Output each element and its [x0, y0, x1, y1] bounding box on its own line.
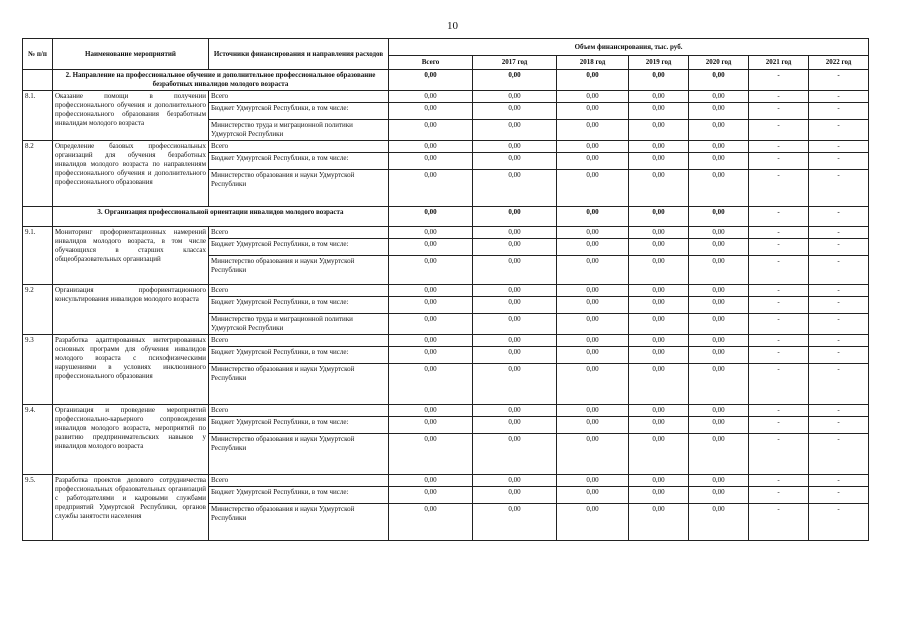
amount-cell: 0,00 — [557, 141, 629, 153]
amount-cell: - — [749, 364, 809, 405]
funding-source: Министерство труда и миграционной политики Удмуртской Республики — [209, 120, 389, 141]
amount-cell: 0,00 — [473, 91, 557, 103]
amount-cell: 0,00 — [689, 347, 749, 364]
amount-cell: 0,00 — [389, 405, 473, 417]
amount-cell: - — [809, 487, 869, 504]
amount-cell: 0,00 — [629, 297, 689, 314]
amount-cell: 0,00 — [629, 487, 689, 504]
amount-cell: 0,00 — [629, 141, 689, 153]
funding-source: Бюджет Удмуртской Республики, в том числе: — [209, 417, 389, 434]
amount-cell: 0,00 — [557, 285, 629, 297]
amount-cell: 0,00 — [557, 120, 629, 141]
item-num: 9.4. — [23, 405, 53, 475]
amount-cell: 0,00 — [389, 475, 473, 487]
header-year: 2020 год — [689, 56, 749, 70]
amount-cell: 0,00 — [629, 285, 689, 297]
table-row — [23, 285, 869, 297]
section-value: - — [809, 70, 869, 91]
amount-cell: - — [809, 141, 869, 153]
amount-cell: 0,00 — [629, 504, 689, 541]
funding-source: Бюджет Удмуртской Республики, в том числе: — [209, 103, 389, 120]
funding-source: Всего — [209, 91, 389, 103]
amount-cell: 0,00 — [389, 239, 473, 256]
amount-cell: 0,00 — [629, 314, 689, 335]
amount-cell: 0,00 — [629, 227, 689, 239]
amount-cell: 0,00 — [629, 434, 689, 475]
amount-cell: - — [749, 103, 809, 120]
amount-cell: - — [749, 170, 809, 207]
amount-cell: 0,00 — [473, 434, 557, 475]
item-name: Организация и проведение мероприятий профессионально-карьерного сопровождения инвалидов молодого возраста, мероприятий по развитию предпринимательских навыков у инвалидов молодого возраста — [53, 405, 209, 475]
header-year: 2017 год — [473, 56, 557, 70]
amount-cell: 0,00 — [689, 314, 749, 335]
table-body — [23, 70, 869, 541]
amount-cell: 0,00 — [473, 239, 557, 256]
amount-cell: 0,00 — [473, 364, 557, 405]
section-row — [23, 70, 869, 91]
amount-cell: 0,00 — [557, 347, 629, 364]
amount-cell: 0,00 — [557, 297, 629, 314]
amount-cell: 0,00 — [689, 285, 749, 297]
amount-cell: 0,00 — [689, 417, 749, 434]
section-value: 0,00 — [629, 207, 689, 227]
amount-cell: - — [809, 347, 869, 364]
header-year: 2019 год — [629, 56, 689, 70]
amount-cell: 0,00 — [473, 297, 557, 314]
funding-source: Бюджет Удмуртской Республики, в том числе: — [209, 153, 389, 170]
item-name: Определение базовых профессиональных организаций для обучения безработных инвалидов молодого возраста по направлениям профессионального обучения и дополнительного профессионального образования — [53, 141, 209, 207]
amount-cell: 0,00 — [689, 227, 749, 239]
header-volume: Объем финансирования, тыс. руб. — [389, 39, 869, 56]
amount-cell: 0,00 — [473, 170, 557, 207]
amount-cell: 0,00 — [629, 405, 689, 417]
funding-source: Бюджет Удмуртской Республики, в том числе: — [209, 239, 389, 256]
amount-cell: 0,00 — [557, 487, 629, 504]
section-row — [23, 207, 869, 227]
section-value: 0,00 — [689, 70, 749, 91]
amount-cell: - — [809, 120, 869, 141]
section-num-cell — [23, 207, 53, 227]
amount-cell: - — [749, 475, 809, 487]
amount-cell: 0,00 — [557, 475, 629, 487]
amount-cell: 0,00 — [557, 256, 629, 285]
section-value: 0,00 — [389, 207, 473, 227]
amount-cell: - — [809, 335, 869, 347]
section-value: 0,00 — [557, 207, 629, 227]
amount-cell: 0,00 — [689, 405, 749, 417]
header-num: № п/п — [23, 39, 53, 70]
amount-cell: - — [809, 285, 869, 297]
amount-cell: - — [749, 120, 809, 141]
amount-cell: 0,00 — [389, 347, 473, 364]
item-num: 8.1. — [23, 91, 53, 141]
item-num: 8.2 — [23, 141, 53, 207]
amount-cell: 0,00 — [557, 405, 629, 417]
amount-cell: - — [749, 487, 809, 504]
amount-cell: 0,00 — [473, 103, 557, 120]
amount-cell: 0,00 — [689, 364, 749, 405]
amount-cell: 0,00 — [389, 256, 473, 285]
amount-cell: 0,00 — [689, 170, 749, 207]
funding-source: Министерство образования и науки Удмуртской Республики — [209, 256, 389, 285]
amount-cell: 0,00 — [389, 335, 473, 347]
amount-cell: 0,00 — [389, 91, 473, 103]
amount-cell: - — [749, 504, 809, 541]
funding-source: Всего — [209, 475, 389, 487]
funding-source: Всего — [209, 335, 389, 347]
amount-cell: 0,00 — [689, 434, 749, 475]
item-name: Разработка проектов делового сотрудничества профессиональных образовательных организаций с работодателями и кадровыми службами предприятий Удмуртской Республики, органов службы занятости населения — [53, 475, 209, 541]
amount-cell: - — [749, 285, 809, 297]
section-title: 2. Направление на профессиональное обучение и дополнительное профессиональное образование безработных инвалидов молодого возраста — [53, 70, 389, 91]
amount-cell: - — [809, 170, 869, 207]
header-year: 2018 год — [557, 56, 629, 70]
amount-cell: 0,00 — [557, 239, 629, 256]
item-num: 9.5. — [23, 475, 53, 541]
table-row — [23, 335, 869, 347]
amount-cell: 0,00 — [473, 285, 557, 297]
amount-cell: 0,00 — [629, 417, 689, 434]
amount-cell: - — [809, 91, 869, 103]
amount-cell: - — [749, 405, 809, 417]
amount-cell: 0,00 — [629, 91, 689, 103]
amount-cell: - — [809, 297, 869, 314]
amount-cell: 0,00 — [389, 170, 473, 207]
amount-cell: - — [809, 239, 869, 256]
amount-cell: 0,00 — [629, 335, 689, 347]
amount-cell: 0,00 — [473, 347, 557, 364]
amount-cell: 0,00 — [389, 364, 473, 405]
table-row — [23, 227, 869, 239]
amount-cell: - — [809, 434, 869, 475]
amount-cell: 0,00 — [629, 239, 689, 256]
table-row — [23, 405, 869, 417]
amount-cell: 0,00 — [629, 256, 689, 285]
section-value: - — [749, 207, 809, 227]
amount-cell: 0,00 — [629, 475, 689, 487]
header-total: Всего — [389, 56, 473, 70]
section-value: 0,00 — [473, 70, 557, 91]
section-value: 0,00 — [629, 70, 689, 91]
item-name: Оказание помощи в получении профессионального обучения и дополнительного профессионального образования безработным инвалидам молодого возраста — [53, 91, 209, 141]
table-row — [23, 141, 869, 153]
amount-cell: - — [749, 227, 809, 239]
section-value: 0,00 — [389, 70, 473, 91]
amount-cell: 0,00 — [689, 475, 749, 487]
amount-cell: - — [809, 417, 869, 434]
amount-cell: 0,00 — [629, 153, 689, 170]
header-source: Источники финансирования и направления расходов — [209, 39, 389, 70]
amount-cell: - — [749, 434, 809, 475]
amount-cell: 0,00 — [389, 504, 473, 541]
amount-cell: 0,00 — [473, 153, 557, 170]
amount-cell: 0,00 — [389, 285, 473, 297]
amount-cell: 0,00 — [473, 487, 557, 504]
item-num: 9.2 — [23, 285, 53, 335]
item-num: 9.3 — [23, 335, 53, 405]
amount-cell: - — [749, 239, 809, 256]
amount-cell: 0,00 — [473, 227, 557, 239]
amount-cell: 0,00 — [557, 335, 629, 347]
amount-cell: 0,00 — [389, 314, 473, 335]
amount-cell: - — [809, 314, 869, 335]
amount-cell: 0,00 — [557, 434, 629, 475]
amount-cell: 0,00 — [473, 417, 557, 434]
financing-table — [22, 38, 869, 541]
amount-cell: 0,00 — [473, 335, 557, 347]
amount-cell: 0,00 — [389, 227, 473, 239]
amount-cell: 0,00 — [689, 103, 749, 120]
amount-cell: 0,00 — [389, 153, 473, 170]
amount-cell: 0,00 — [689, 153, 749, 170]
amount-cell: 0,00 — [557, 504, 629, 541]
amount-cell: 0,00 — [473, 405, 557, 417]
amount-cell: 0,00 — [689, 335, 749, 347]
amount-cell: 0,00 — [629, 347, 689, 364]
amount-cell: - — [809, 256, 869, 285]
item-name: Организация профориентационного консультирования инвалидов молодого возраста — [53, 285, 209, 335]
amount-cell: 0,00 — [557, 153, 629, 170]
amount-cell: - — [809, 227, 869, 239]
funding-source: Всего — [209, 285, 389, 297]
amount-cell: - — [809, 504, 869, 541]
funding-source: Бюджет Удмуртской Республики, в том числе: — [209, 487, 389, 504]
amount-cell: 0,00 — [689, 141, 749, 153]
amount-cell: 0,00 — [557, 417, 629, 434]
amount-cell: 0,00 — [473, 141, 557, 153]
funding-source: Всего — [209, 141, 389, 153]
amount-cell: - — [749, 91, 809, 103]
amount-cell: 0,00 — [689, 504, 749, 541]
section-value: 0,00 — [689, 207, 749, 227]
amount-cell: - — [749, 314, 809, 335]
table-row — [23, 475, 869, 487]
amount-cell: - — [809, 405, 869, 417]
amount-cell: 0,00 — [689, 239, 749, 256]
amount-cell: 0,00 — [689, 120, 749, 141]
funding-source: Министерство образования и науки Удмуртской Республики — [209, 434, 389, 475]
amount-cell: - — [749, 347, 809, 364]
item-name: Мониторинг профориентационных намерений инвалидов молодого возраста, в том числе обучающихся в старших классах общеобразовательных организаций — [53, 227, 209, 285]
amount-cell: 0,00 — [557, 103, 629, 120]
header-event: Наименование мероприятий — [53, 39, 209, 70]
item-num: 9.1. — [23, 227, 53, 285]
amount-cell: 0,00 — [389, 297, 473, 314]
amount-cell: 0,00 — [557, 227, 629, 239]
table-row — [23, 91, 869, 103]
amount-cell: 0,00 — [473, 314, 557, 335]
section-value: 0,00 — [557, 70, 629, 91]
section-title: 3. Организация профессиональной ориентации инвалидов молодого возраста — [53, 207, 389, 227]
amount-cell: - — [809, 153, 869, 170]
header-year: 2021 год — [749, 56, 809, 70]
funding-source: Министерство образования и науки Удмуртской Республики — [209, 170, 389, 207]
amount-cell: - — [749, 335, 809, 347]
funding-source: Министерство образования и науки Удмуртской Республики — [209, 504, 389, 541]
funding-source: Министерство образования и науки Удмуртской Республики — [209, 364, 389, 405]
amount-cell: 0,00 — [557, 170, 629, 207]
amount-cell: - — [809, 364, 869, 405]
amount-cell: 0,00 — [689, 91, 749, 103]
amount-cell: - — [749, 297, 809, 314]
amount-cell: - — [809, 103, 869, 120]
amount-cell: 0,00 — [557, 364, 629, 405]
amount-cell: 0,00 — [629, 364, 689, 405]
amount-cell: 0,00 — [473, 256, 557, 285]
funding-source: Министерство труда и миграционной политики Удмуртской Республики — [209, 314, 389, 335]
amount-cell: 0,00 — [629, 103, 689, 120]
amount-cell: 0,00 — [389, 434, 473, 475]
amount-cell: - — [809, 475, 869, 487]
amount-cell: 0,00 — [557, 314, 629, 335]
amount-cell: 0,00 — [473, 120, 557, 141]
funding-source: Бюджет Удмуртской Республики, в том числе: — [209, 347, 389, 364]
amount-cell: 0,00 — [689, 297, 749, 314]
funding-source: Бюджет Удмуртской Республики, в том числе: — [209, 297, 389, 314]
section-num-cell — [23, 70, 53, 91]
amount-cell: - — [749, 256, 809, 285]
amount-cell: 0,00 — [389, 417, 473, 434]
section-value: 0,00 — [473, 207, 557, 227]
amount-cell: 0,00 — [689, 487, 749, 504]
funding-source: Всего — [209, 405, 389, 417]
amount-cell: 0,00 — [389, 103, 473, 120]
funding-source: Всего — [209, 227, 389, 239]
amount-cell: - — [749, 141, 809, 153]
amount-cell: 0,00 — [689, 256, 749, 285]
amount-cell: 0,00 — [557, 91, 629, 103]
amount-cell: 0,00 — [629, 120, 689, 141]
amount-cell: - — [749, 153, 809, 170]
amount-cell: 0,00 — [629, 170, 689, 207]
section-value: - — [749, 70, 809, 91]
amount-cell: - — [749, 417, 809, 434]
amount-cell: 0,00 — [389, 487, 473, 504]
amount-cell: 0,00 — [473, 504, 557, 541]
header-year: 2022 год — [809, 56, 869, 70]
page-number: 10 — [447, 20, 458, 32]
amount-cell: 0,00 — [389, 141, 473, 153]
amount-cell: 0,00 — [473, 475, 557, 487]
amount-cell: 0,00 — [389, 120, 473, 141]
item-name: Разработка адаптированных интегрированных основных программ для обучения инвалидов молодого возраста с психофизическими нарушениями в условиях инклюзивного профессионального образования — [53, 335, 209, 405]
section-value: - — [809, 207, 869, 227]
